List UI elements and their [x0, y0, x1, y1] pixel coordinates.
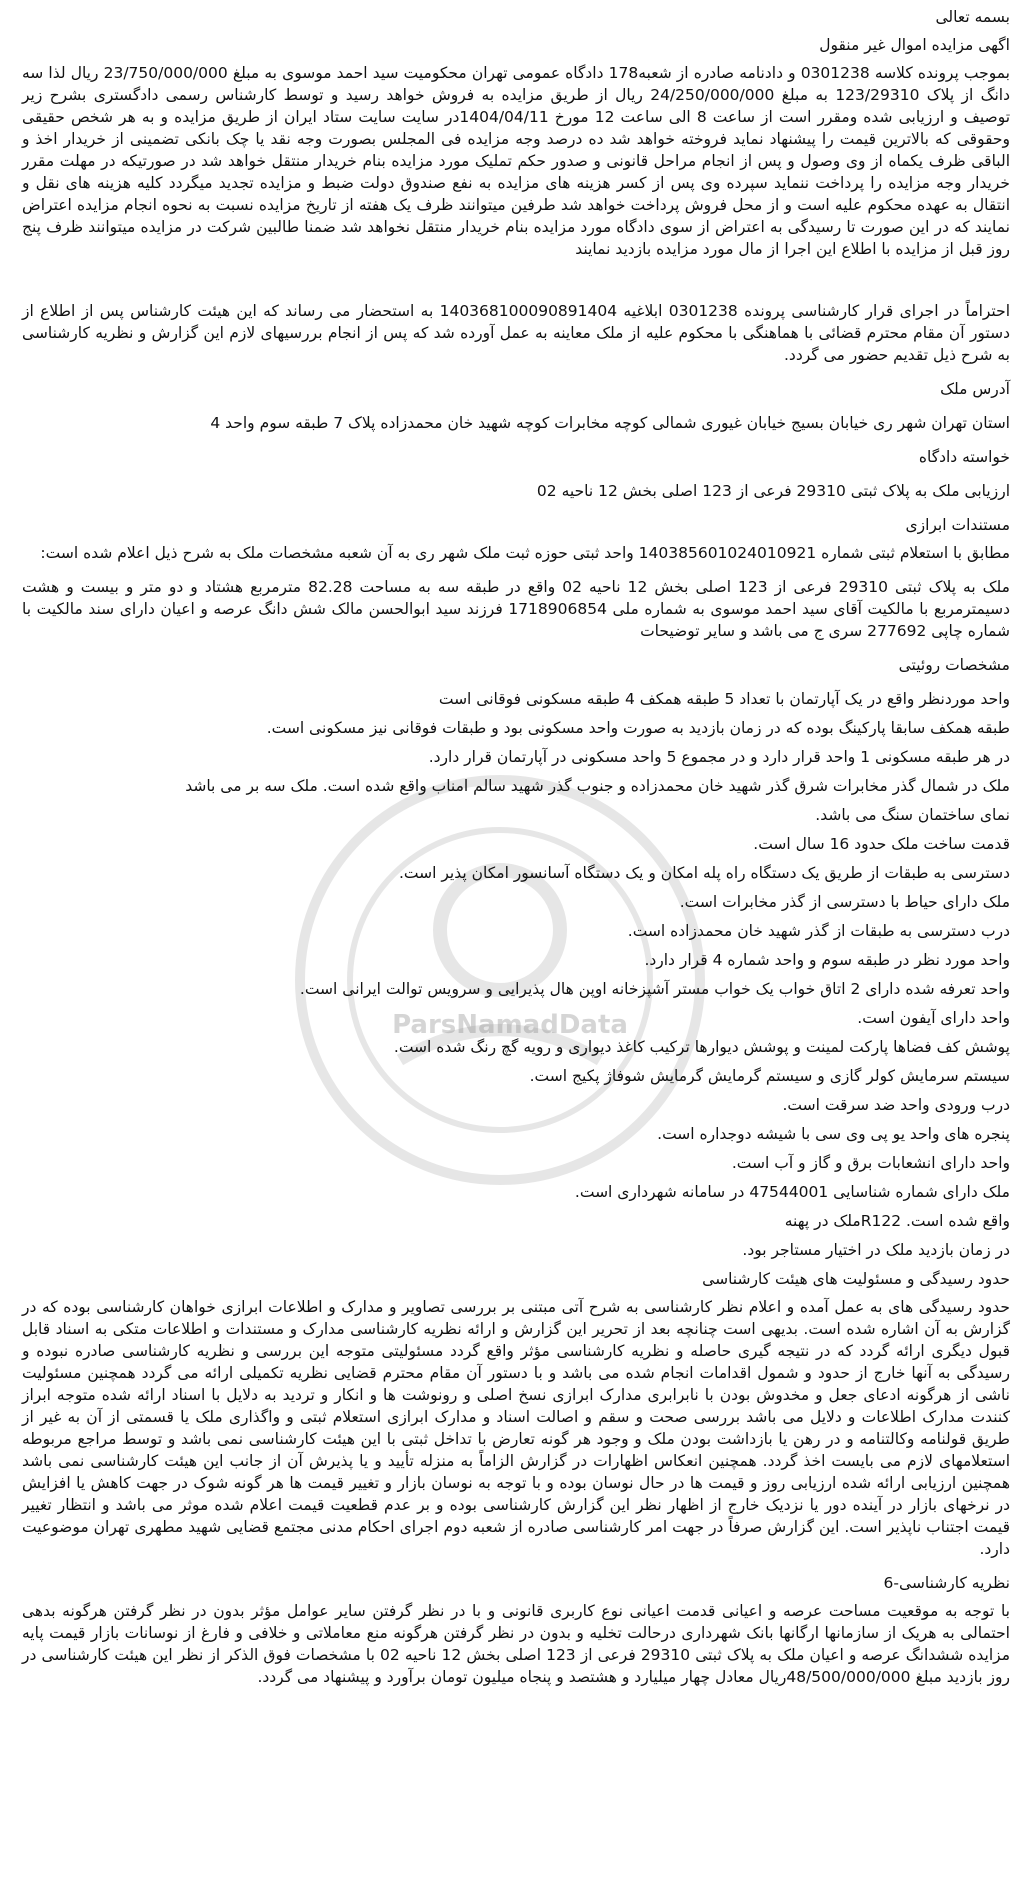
notice-title: اگهی مزایده اموال غیر منقول	[819, 36, 1010, 54]
visual-item: قدمت ساخت ملک حدود 16 سال است.	[753, 835, 1010, 853]
visual-item: درب ورودی واحد ضد سرقت است.	[782, 1096, 1010, 1114]
basmala: بسمه تعالی	[935, 8, 1010, 26]
court-request-heading: خواسته دادگاه	[918, 448, 1010, 466]
visual-item: سیستم سرمایش کولر گازی و سیستم گرمایش گرمایش شوفاژ پکیج است.	[529, 1067, 1010, 1085]
visual-item: درب دسترسی به طبقات از گذر شهید خان محمدزاده است.	[627, 922, 1010, 940]
visual-item: طبقه همکف سابقا پارکینگ بوده که در زمان بازدید به صورت واحد مسکونی بود و طبقات فوقانی نیز مسکونی است.	[266, 719, 1010, 737]
visual-item: ملک دارای حیاط با دسترسی از گذر مخابرات است.	[679, 893, 1010, 911]
opinion-text: با توجه به موقعیت مساحت عرصه و اعیانی قدمت اعیانی نوع کاربری قانونی و با در نظر گرفتن سایر عوامل مؤثر بدون در نظر گرفتن هرگونه بدهی احتمالی به هریک از سازمانها ارگانها بانک شهرداری درحالت تخلیه و بدون در نظر گرفتن هرگونه منع معاملاتی و خلافی و فارغ از نوسانات بازار قیمت پایه مزایده ششدانگ عرصه و اعیان ملک به پلاک ثبتی 29310 فرعی از 123 اصلی بخش 12 ناحیه 02 با مشخصات فوق الذکر از نظر این هیئت کارشناسی در روز بازدید مبلغ 48/500/000/000ریال معادل چهار میلیارد و هشتصد و پنجاه میلیون تومان برآورد و پیشنهاد می گردد.	[22, 1602, 1011, 1686]
address-heading: آدرس ملک	[940, 380, 1010, 398]
visual-item: واحد دارای انشعابات برق و گاز و آب است.	[731, 1154, 1010, 1172]
visual-item: پنجره های واحد یو پی وی سی با شیشه دوجداره است.	[657, 1125, 1010, 1143]
limits-heading: حدود رسیدگی و مسئولیت های هیئت کارشناسی	[702, 1270, 1010, 1288]
document-page	[22, 6, 1010, 1688]
visual-item: واحد موردنظر واقع در یک آپارتمان با تعداد 5 طبقه همکف 4 طبقه مسکونی فوقانی است	[438, 690, 1010, 708]
visual-list	[22, 688, 1010, 1261]
limits-text: حدود رسیدگی های به عمل آمده و اعلام نظر کارشناسی به شرح آتی مبتنی بر بررسی تصاویر و مدارک و اطلاعات ابرازی خواهان کارشناسی بوده که در گزارش به آن اشاره شده است. بدیهی است چنانچه بعد از تحریر این گزارش و ارائه نظریه کارشناسی مدارک و مستندات و اطلاعات متکی به اسناد قابل قبول دیگری ارائه گردد که در نتیجه گیری حاصله و نظریه کارشناسی مؤثر واقع گردد مسئولیتی متوجه این بررسی و نظریه کارشناسی صادره نبوده و رسیدگی به آنها خارج از حدود و شمول اقدامات انجام شده می باشد و با دستور آن مقام محترم قضایی نظریه تکمیلی ارائه می گردد همچنین مسئولیت ناشی از هرگونه ادعای جعل و مخدوش بودن با نابرابری مدارک ابرازی نسخ اصلی و رونوشت ها و انکار و تردید به دلایل با اسناد ارائه شده متوجه ابراز کنندت مدارک اطلاعات و دلایل می باشد بررسی صحت و سقم و اصالت اسناد و مدارک ابرازی استعلام ثبتی و واگذاری ملک یا قسمتی از آن به غیر از طریق قولنامه وکالتنامه و در رهن یا بازداشت بودن ملک و وجود هر گونه تعارض با تداخل ثبتی با این هیئت کارشناسی نمی باشد و توسط مراجع مربوطه استعلامهای لازم می بایست اخذ گردد. همچنین انعکاس اظهارات در گزارش الزاماً به منزله تأیید و یا پذیرش آن از جانب این هیئت کارشناسی نمی باشد همچنین ارزیابی ارائه شده ارزیابی روز و قیمت ها در حال نوسان بوده و با توجه به نوسان بازار و تغییر قیمت ها هر گونه شوک در جهت کاهش یا افزایش در نرخهای بازار در آینده دور یا نزدیک خارج از اظهار نظر این گزارش کارشناسی بوده و بر عدم قطعیت قیمت اعلام شده موثر می باشد و انتظار تغییر قیمت اجتناب ناپذیر است. این گزارش صرفاً در جهت امر کارشناسی صادره از شعبه دوم اجرای احکام مدنی مجتمع قضایی شهید مطهری تهران موضوعیت دارد.	[22, 1298, 1010, 1558]
visual-item: واحد دارای آیفون است.	[857, 1009, 1010, 1027]
report-intro: احتراماً در اجرای قرار کارشناسی پرونده 0301238 ابلاغیه 140368100090891404 به استحضار می رساند که این هیئت کارشناس پس از اطلاع از دستور آن مقام محترم قضائی با هماهنگی با محکوم علیه از ملک معاینه به عمل آورده شد که پس از انجام بررسیهای لازم این گزارش و نظریه کارشناسی به شرح ذیل تقدیم حضور می گردد.	[22, 302, 1010, 364]
court-request-text: ارزیابی ملک به پلاک ثبتی 29310 فرعی از 123 اصلی بخش 12 ناحیه 02	[536, 482, 1010, 500]
visual-item: واقع شده است. R122ملک در پهنه	[784, 1212, 1010, 1230]
visual-item: نمای ساختمان سنگ می باشد.	[815, 806, 1010, 824]
opinion-heading: نظریه کارشناسی-6	[883, 1574, 1010, 1592]
documents-registry: مطابق با استعلام ثبتی شماره 140385601024010921 واحد ثبتی حوزه ثبت ملک شهر ری به آن شعبه مشخصات ملک به شرح ذیل اعلام شده است:	[40, 544, 1010, 562]
visual-item: در زمان بازدید ملک در اختیار مستاجر بود.	[742, 1241, 1010, 1259]
watermark-brand: ParsNamadData	[392, 1010, 628, 1040]
visual-item: ملک در شمال گذر مخابرات شرق گذر شهید خان محمدزاده و جنوب گذر شهید سالم امناب واقع شده است. ملک سه بر می باشد	[185, 777, 1010, 795]
visual-item: ملک دارای شماره شناسایی 47544001 در سامانه شهرداری است.	[574, 1183, 1010, 1201]
visual-item: دسترسی به طبقات از طریق یک دستگاه راه پله امکان و یک دستگاه آسانسور امکان پذیر است.	[399, 864, 1010, 882]
visual-heading: مشخصات روئیتی	[898, 656, 1010, 674]
visual-item: پوشش کف فضاها پارکت لمینت و پوشش دیوارها ترکیب کاغذ دیواری و رویه گچ رنگ شده است.	[393, 1038, 1010, 1056]
documents-heading: مستندات ابرازی	[905, 516, 1010, 534]
visual-item: واحد مورد نظر در طبقه سوم و واحد شماره 4 قرار دارد.	[644, 951, 1010, 969]
auction-intro: بموجب پرونده کلاسه 0301238 و دادنامه صادره از شعبه178 دادگاه عمومی تهران محکومیت سید احمد موسوی به مبلغ 23/750/000/000 ریال لذا سه دانگ از پلاک 123/29310 به مبلغ 24/250/000/000 ریال از طریق مزایده به فروش خواهد رسید و توسط کارشناس رسمی دادگستری بشرح زیر توصیف و ارزیابی شده ومقرر است از ساعت 8 الی ساعت 12 مورخ 1404/04/11در سایت سایت ستاد ایران از طریق مزایده و به هر شخص حقیقی وحقوقی که بالاترین قیمت را پیشنهاد نماید فروخته خواهد شد ده درصد وجه مزایده فی المجلس بصورت وجه نقد یا چک بانکی تضمینی از خریدار اخذ و الباقی ظرف یکماه از وی وصول و پس از انجام مراحل قانونی و صدور حکم تملیک مورد مزایده بنام خریدار منتقل خواهد شد در صورتیکه در مهلت مقرر خریدار وجه مزایده را پرداخت ننماید سپرده وی پس از کسر هزینه های مزایده به نفع صندوق دولت ضبط و مزایده تجدید میگردد کلیه هزینه های نقل و انتقال به عهده محکوم علیه است و از محل فروش پرداخت خواهد شد طرفین میتوانند ظرف یک هفته از تاریخ مزایده نسبت به نحوه انجام مزایده اعتراض نمایند که در این صورت تا رسیدگی به اعتراض از سوی دادگاه مورد مزایده بنام خریدار منتقل نخواهد شد ضمنا طالبین شرکت در مزایده میتوانند ظرف پنج روز قبل از مزایده با اطلاع این اجرا از مال مورد مزایده بازدید نمایند	[22, 64, 1011, 258]
address-text: استان تهران شهر ری خیابان بسیج خیابان غیوری شمالی کوچه مخابرات کوچه شهید خان محمدزاده پلاک 7 طبقه سوم واحد 4	[210, 414, 1010, 432]
visual-item: در هر طبقه مسکونی 1 واحد قرار دارد و در مجموع 5 واحد مسکونی در آپارتمان قرار دارد.	[428, 748, 1010, 766]
documents-property: ملک به پلاک ثبتی 29310 فرعی از 123 اصلی بخش 12 ناحیه 02 واقع در طبقه سه به مساحت 82.28 مترمربع هشتاد و دو متر و بیست و هشت دسیمترمربع با مالکیت آقای سید احمد موسوی به شماره ملی 1718906854 فرزند سید ابوالحسن مالک شش دانگ عرصه و اعیان دارای سند مالکیت با شماره چاپی 277692 سری ج می باشد و سایر توضیحات	[22, 578, 1011, 640]
visual-item: واحد تعرفه شده دارای 2 اتاق خواب یک خواب مستر آشپزخانه اوپن هال پذیرایی و سرویس توالت ایرانی است.	[299, 980, 1010, 998]
